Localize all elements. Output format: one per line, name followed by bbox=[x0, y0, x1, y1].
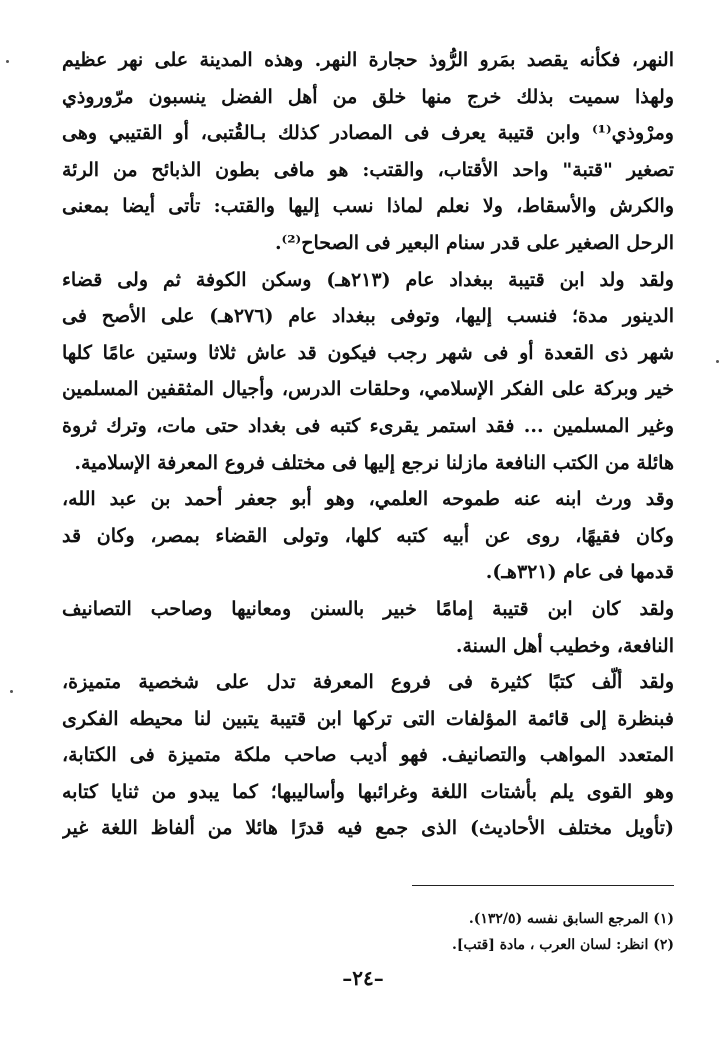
scan-speck bbox=[6, 60, 9, 63]
text-line: وكان فقيهًا، روى عن أبيه كتبه كلها، وتولى القضاء بمصر، وكان قد bbox=[62, 524, 674, 547]
page-number: –٢٤– bbox=[342, 966, 384, 990]
text-line: ومرْوذي⁽¹⁾ وابن قتيبة يعرف فى المصادر كذلك بـالقُتبى، أو القتيبي وهى bbox=[62, 122, 674, 145]
text-line: المتعدد المواهب والتصانيف. فهو أديب صاحب ملكة متميزة فى الكتابة، bbox=[62, 744, 674, 767]
text-line: والكرش والأسقاط، ولا نعلم لماذا نسب إليها والقتب: تأتى أيضا بمعنى bbox=[62, 195, 674, 218]
text-line: شهر ذى القعدة أو فى شهر رجب فيكون قد عاش ثلاثا وستين عامًا كلها bbox=[62, 341, 674, 364]
text-line: تصغير "قتبة" واحد الأقتاب، والقتب: هو مافى بطون الذبائح من الرئة bbox=[62, 158, 674, 181]
text-line: ولقد كان ابن قتيبة إمامًا خبير بالسنن ومعانيها وصاحب التصانيف bbox=[62, 597, 674, 620]
text-line: الدينور مدة؛ فنسب إليها، وتوفى ببغداد عام (٢٧٦هـ) على الأصح فى bbox=[62, 305, 674, 328]
text-line: خير وبركة على الفكر الإسلامي، وحلقات الدرس، وأجيال المثقفين المسلمين bbox=[62, 378, 674, 401]
text-line: النافعة، وخطيب أهل السنة. bbox=[455, 634, 674, 657]
scan-speck bbox=[716, 360, 719, 363]
text-line: (تأويل مختلف الأحاديث) الذى جمع فيه قدرًا هائلا من ألفاظ اللغة غير bbox=[62, 817, 674, 840]
text-line: هائلة من الكتب النافعة مازلنا نرجع إليها فى مختلف فروع المعرفة الإسلامية. bbox=[74, 451, 674, 474]
text-line: ولقد ولد ابن قتيبة ببغداد عام (٢١٣هـ) وسكن الكوفة ثم ولى قضاء bbox=[62, 268, 674, 291]
text-line: وهو القوى يلم بأشتات اللغة وغرائبها وأساليبها؛ كما يبدو من ثنايا كتابه bbox=[62, 780, 674, 803]
scan-speck bbox=[10, 690, 13, 693]
text-line: النهر، فكأنه يقصد بمَرو الرُّوذ حجارة النهر. وهذه المدينة على نهر عظيم bbox=[62, 49, 674, 71]
text-line: فبنظرة إلى قائمة المؤلفات التى تركها ابن قتيبة يتبين لنا محيطه الفكرى bbox=[62, 707, 674, 730]
text-line: قدمها فى عام (٣٢١هـ). bbox=[485, 561, 674, 584]
text-line: الرحل الصغير على قدر سنام البعير فى الصحاح⁽²⁾. bbox=[274, 231, 674, 254]
text-line: ولقد ألّف كتبًا كثيرة فى فروع المعرفة تدل على شخصية متميزة، bbox=[62, 671, 674, 694]
footnotes bbox=[300, 906, 674, 958]
text-line: ولهذا سميت بذلك خرج منها خلق من أهل الفضل ينسبون مرّوروذي bbox=[62, 85, 674, 108]
footnote-2: (٢) انظر: لسان العرب ، مادة [قتب]. bbox=[452, 937, 674, 953]
text-line: وغير المسلمين ... فقد استمر يقرىء كتبه فى بغداد حتى مات، وترك ثروة bbox=[62, 414, 674, 437]
footnote-separator bbox=[412, 885, 674, 886]
body-text bbox=[62, 42, 674, 847]
footnote-1: (١) المرجع السابق نفسه (١٣٢/٥). bbox=[468, 911, 674, 927]
text-line: وقد ورث ابنه عنه طموحه العلمي، وهو أبو جعفر أحمد بن عبد الله، bbox=[62, 488, 674, 511]
